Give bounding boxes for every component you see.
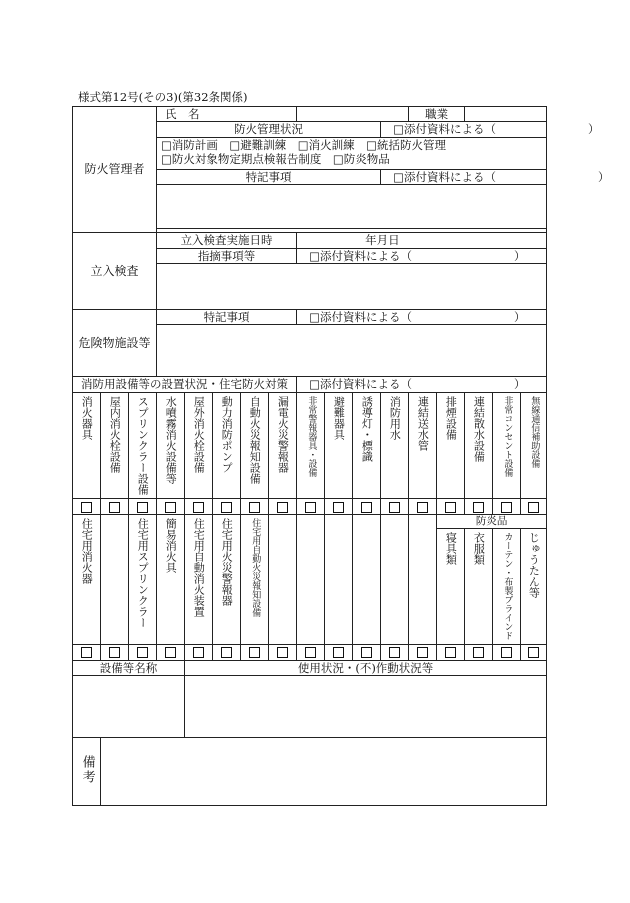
residential-column-header (381, 515, 409, 645)
equipment-column-header: 漏電火災警報器 (269, 392, 297, 498)
equipment-column-header: 連結散水設備 (465, 392, 493, 498)
equipment-column-header: 消防用水 (381, 392, 409, 498)
equipment-column-header: スプリンクラー設備 (129, 392, 157, 498)
name-label: 氏 名 (157, 107, 297, 122)
residential-checkbox[interactable] (417, 647, 428, 658)
residential-column-header: 住宅用火災警報器 (213, 515, 241, 645)
fire-special-notes-field[interactable] (157, 185, 547, 229)
residential-column-header (325, 515, 353, 645)
equipment-checkbox[interactable] (137, 502, 148, 513)
equipment-checkbox[interactable] (528, 502, 539, 513)
equipment-checkbox[interactable] (501, 502, 512, 513)
equipment-checkbox[interactable] (249, 502, 260, 513)
equipment-checkbox[interactable] (305, 502, 316, 513)
residential-column-header (353, 515, 381, 645)
equipment-column-header: 誘導灯・標識 (353, 392, 381, 498)
findings-attachment[interactable]: □添付資料による（ ） (297, 248, 547, 263)
usage-status-label: 使用状況・(不)作動状況等 (185, 660, 547, 675)
fire-special-notes-label: 特記事項 (157, 169, 381, 184)
status-attachment[interactable]: □添付資料による（ ） (381, 122, 547, 137)
fire-manager-label: 防火管理者 (73, 107, 157, 233)
equipment-checkbox[interactable] (389, 502, 400, 513)
residential-checkbox[interactable] (221, 647, 232, 658)
equipment-column-header: 非常警報器具・設備 (297, 392, 325, 498)
equipment-checkbox[interactable] (473, 502, 484, 513)
equipment-checkbox[interactable] (109, 502, 120, 513)
occupation-label: 職業 (409, 107, 465, 122)
residential-checkbox[interactable] (389, 647, 400, 658)
residential-checkbox[interactable] (305, 647, 316, 658)
form-title: 様式第12号(その3)(第32条関係) (78, 90, 248, 104)
residential-checkbox-row (73, 644, 547, 660)
residential-column-header (409, 515, 437, 645)
equipment-column-header: 連結送水管 (409, 392, 437, 498)
fireproof-item: 衣服類 (465, 529, 493, 644)
equipment-column-header: 自動火災報知設備 (241, 392, 269, 498)
residential-checkbox[interactable] (333, 647, 344, 658)
equipment-columns-row (73, 392, 547, 498)
remarks-label: 備考 (73, 737, 101, 805)
residential-column-header: 住宅用消火器 (73, 515, 101, 645)
name-field[interactable] (297, 107, 409, 122)
fireproof-item: 寝具類 (437, 529, 465, 644)
residential-checkbox[interactable] (249, 647, 260, 658)
residential-checkbox[interactable] (165, 647, 176, 658)
residential-checkbox[interactable] (193, 647, 204, 658)
equipment-checkbox[interactable] (333, 502, 344, 513)
equipment-column-header: 水噴霧消火設備等 (157, 392, 185, 498)
fireproof-item: じゅうたん等 (521, 529, 547, 644)
residential-columns-row (73, 515, 547, 529)
residential-checkbox[interactable] (137, 647, 148, 658)
equipment-status-label: 消防用設備等の設置状況・住宅防火対策 (73, 377, 297, 392)
residential-column-header: 住宅用スプリンクラー (129, 515, 157, 645)
equipment-column-header: 消火器具 (73, 392, 101, 498)
equipment-checkbox[interactable] (445, 502, 456, 513)
residential-column-header: 住宅用自動火災報知設備 (241, 515, 269, 645)
residential-column-header (269, 515, 297, 645)
special-attachment[interactable]: □添付資料による（ ） (381, 169, 547, 184)
usage-status-field[interactable] (185, 675, 547, 737)
equipment-checkbox[interactable] (221, 502, 232, 513)
hazard-special-notes-label: 特記事項 (157, 309, 297, 324)
equipment-column-header: 排煙設備 (437, 392, 465, 498)
equipment-column-header: 無線通信補助設備 (521, 392, 547, 498)
remarks-field[interactable] (101, 737, 547, 805)
residential-checkbox[interactable] (277, 647, 288, 658)
equipment-checkbox[interactable] (193, 502, 204, 513)
equipment-checkbox[interactable] (277, 502, 288, 513)
equipment-checkbox[interactable] (361, 502, 372, 513)
equipment-column-header: 屋外消火栓設備 (185, 392, 213, 498)
fire-management-options[interactable]: □消防計画 □避難訓練 □消火訓練 □統括防火管理 □防火対象物定期点検報告制度 □防炎物品 (157, 137, 547, 169)
residential-checkbox[interactable] (501, 647, 512, 658)
equipment-column-header: 非常コンセント設備 (493, 392, 521, 498)
hazard-notes-field[interactable] (157, 325, 547, 377)
fireproof-item: カーテン・布製ブラインド (493, 529, 521, 644)
residential-column-header (101, 515, 129, 645)
residential-column-header: 簡易消火具 (157, 515, 185, 645)
equipment-checkbox[interactable] (165, 502, 176, 513)
residential-checkbox[interactable] (109, 647, 120, 658)
hazard-attachment[interactable]: □添付資料による（ ） (297, 309, 547, 324)
residential-checkbox[interactable] (361, 647, 372, 658)
residential-checkbox[interactable] (81, 647, 92, 658)
residential-column-header: 住宅用自動消火装置 (185, 515, 213, 645)
hazard-facility-label: 危険物施設等 (73, 309, 157, 376)
inspection-date-label: 立入検査実施日時 (157, 233, 297, 248)
equipment-name-label: 設備等名称 (73, 660, 185, 675)
equipment-column-header: 屋内消火栓設備 (101, 392, 129, 498)
fire-management-status-label: 防火管理状況 (157, 122, 381, 137)
equipment-checkbox[interactable] (81, 502, 92, 513)
inspection-date-field[interactable]: 年月日 (297, 233, 547, 248)
fireproof-goods-label: 防炎品 (437, 515, 547, 529)
equipment-column-header: 動力消防ポンプ (213, 392, 241, 498)
equipment-checkbox[interactable] (417, 502, 428, 513)
inspection-label: 立入検査 (73, 233, 157, 310)
equipment-column-header: 避難器具 (325, 392, 353, 498)
report-form-table (72, 106, 610, 806)
residential-checkbox[interactable] (528, 647, 539, 658)
equipment-checkbox-row (73, 499, 547, 515)
equipment-name-field[interactable] (73, 675, 185, 737)
equipment-attachment[interactable]: □添付資料による（ ） (297, 377, 547, 392)
residential-checkbox[interactable] (473, 647, 484, 658)
residential-column-header (297, 515, 325, 645)
findings-label: 指摘事項等 (157, 248, 297, 263)
findings-field[interactable] (157, 263, 547, 309)
residential-checkbox[interactable] (445, 647, 456, 658)
occupation-field[interactable] (465, 107, 547, 122)
